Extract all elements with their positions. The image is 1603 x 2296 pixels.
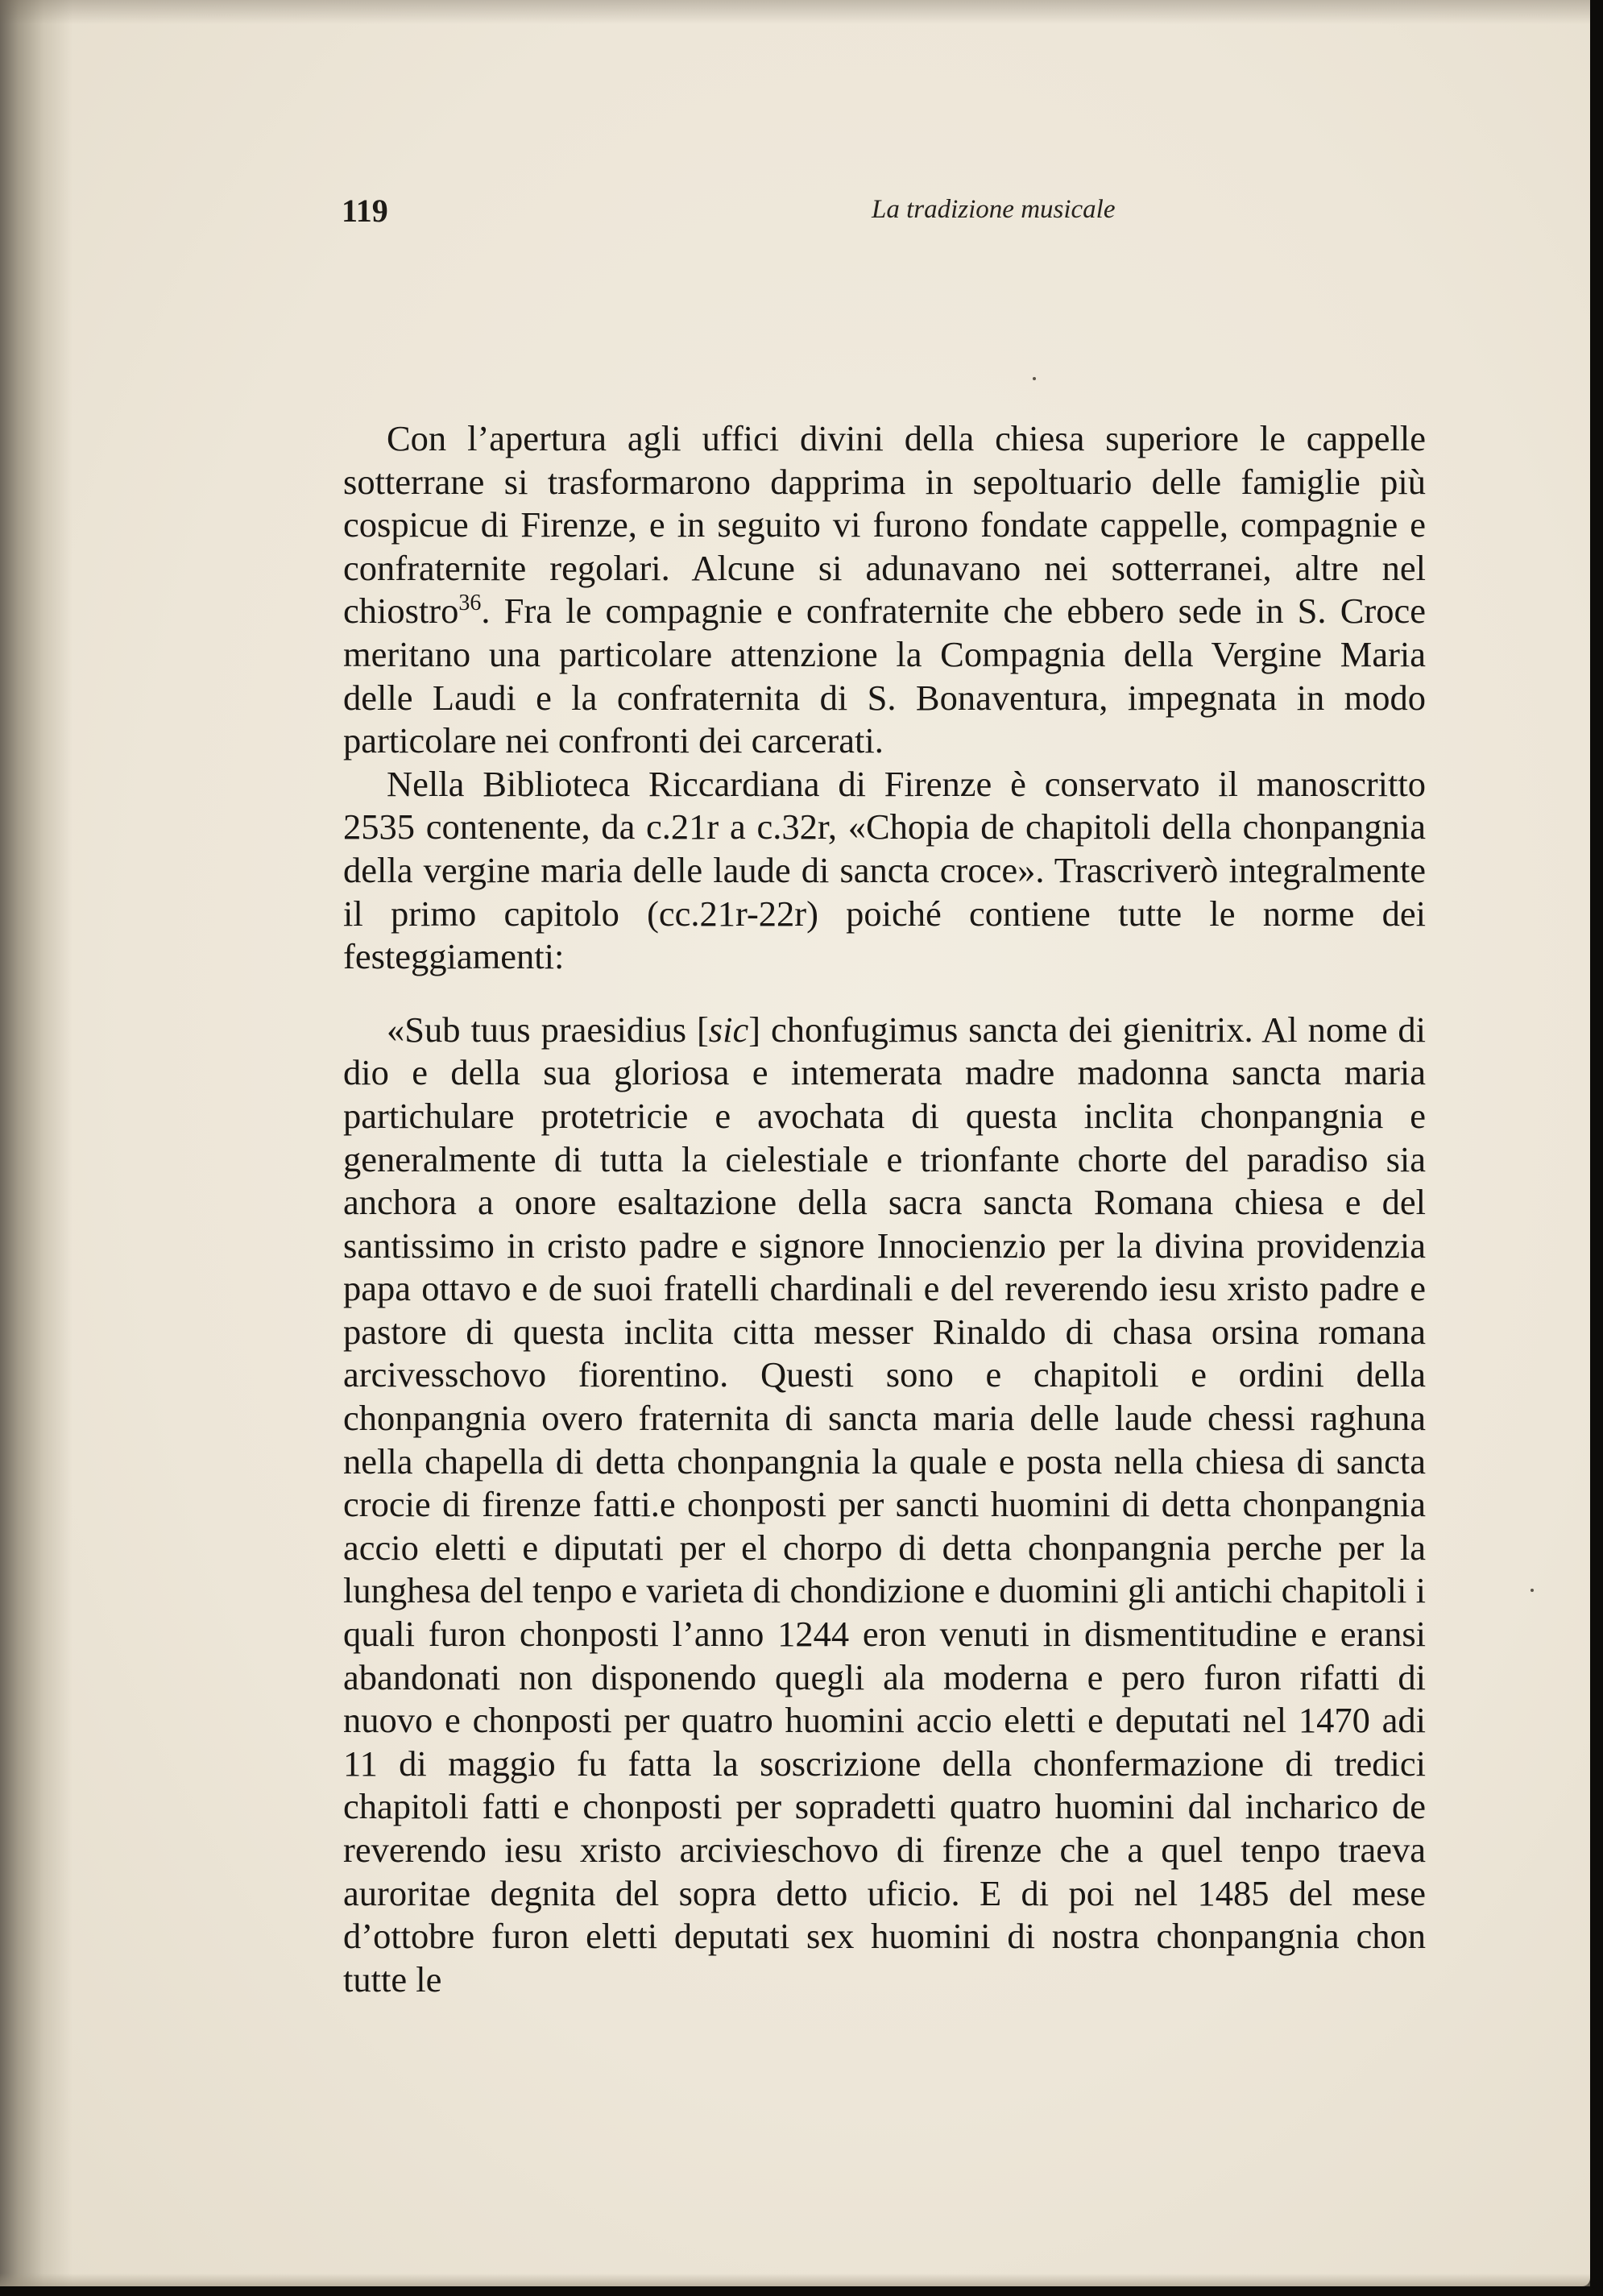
- paragraph-compagnie: [343, 417, 1426, 763]
- page-bottom-edge: [0, 2273, 1590, 2286]
- paragraph-biblioteca: Nella Biblioteca Riccardiana di Firenze è conservato il manoscritto 2535 contenente, da c.21r a c.32r, «Chopia de chapitoli della chonpangnia della vergine maria delle laude di sancta croce». Trascriverò integralmente il primo capitolo (cc.21r-22r) poiché contiene tutte le norme dei festeggiamenti:: [343, 763, 1426, 977]
- quote-text: «Sub tuus praesidius [: [387, 1009, 709, 1050]
- sic-annotation: sic: [708, 1009, 749, 1050]
- page-header: [342, 192, 1437, 240]
- body-text: [343, 417, 1426, 2001]
- page-number: 119: [342, 193, 388, 229]
- paper-speck: [1033, 377, 1036, 380]
- page-top-shadow: [0, 0, 1590, 24]
- quoted-chapter: [343, 1009, 1426, 2002]
- footnote-reference: 36: [458, 591, 482, 616]
- book-gutter-shadow: [0, 0, 72, 2286]
- paragraph-text: . Fra le compagnie e confraternite che ebbero sede in S. Croce meritano una particolare attenzione la Compagnia della Vergine Maria delle Laudi e la confraternita di S. Bonaventura, impegnata in modo particolare nei confronti dei carcerati.: [343, 591, 1426, 761]
- running-title: La tradizione musicale: [872, 195, 1116, 224]
- paragraph-text: Con l’apertura agli uffici divini della chiesa superiore le cappelle sotterrane si trasformarono dapprima in sepoltuario delle famiglie più cospicue di Firenze, e in seguito vi furono fondate cappelle, compagnie e confraternite regolari. Alcune si adunavano nei sotterranei, altre nel chiostro: [343, 418, 1426, 632]
- scan-right-edge: [1590, 0, 1603, 2296]
- quote-text: ] chonfugimus sancta dei gienitrix. Al nome di dio e della sua gloriosa e intemerata madre madonna sancta maria partichulare protetricie e avochata di questa inclita chonpangnia e generalmente di tutta la cielestiale e trionfante chorte del paradiso sia anchora a onore esaltazione della sacra sancta Romana chiesa e del santissimo in cristo padre e signore Innocienzio per la divina providenzia papa ottavo e de suoi fratelli chardinali e del reverendo iesu xristo padre e pastore di questa inclita citta messer Rinaldo di chasa orsina romana arcivesschovo fiorentino. Questi sono e chapitoli e ordini della chonpangnia overo fraternita di sancta maria delle laude chessi raghuna nella chapella di detta chonpangnia la quale e posta nella chiesa di sancta crocie di firenze fatti.e chonposti per sancti huomini di detta chonpangnia accio eletti e diputati per el chorpo di detta chonpangnia perche per la lunghesa del tenpo e varieta di chondizione e duomini gli antichi chapitoli i quali furon chonposti l’anno 1244 eron venuti in dismentitudine e eransi abandonati non disponendo quegli ala moderna e pero furon rifatti di nuovo e chonposti per quatro huomini accio eletti e deputati nel 1470 adi 11 di maggio fu fatta la soscrizione della chonfermazione di tredici chapitoli fatti e chonposti per sopradetti quatro huomini dal incharico de reverendo iesu xristo arcivieschovo di firenze che a quel tenpo traeva auroritae degnita del sopra detto uficio. E di poi nel 1485 del mese d’ottobre furon eletti deputati sex huomini di nostra chonpangnia chon tutte le: [343, 1009, 1427, 2000]
- paper-speck: [1531, 1589, 1534, 1592]
